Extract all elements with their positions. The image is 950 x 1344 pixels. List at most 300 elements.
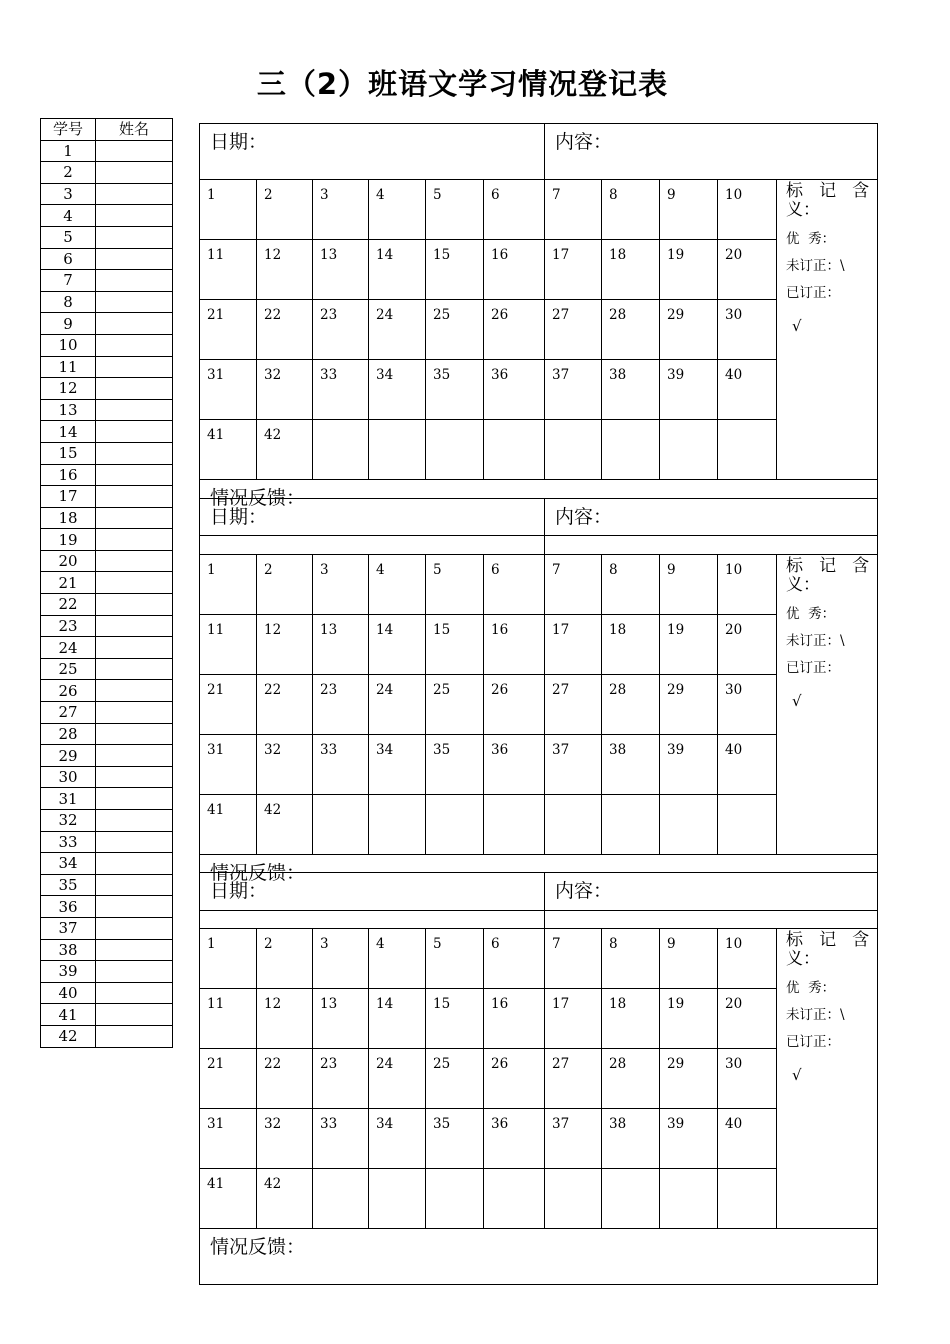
student-number: 25 <box>41 658 96 680</box>
student-mark-cell[interactable] <box>484 360 545 420</box>
student-mark-cell[interactable] <box>602 989 660 1049</box>
student-mark-cell[interactable] <box>257 240 313 300</box>
student-number-label: 21 <box>207 307 225 323</box>
student-name-cell[interactable] <box>96 226 173 248</box>
student-name-cell[interactable] <box>96 615 173 637</box>
student-mark-cell[interactable] <box>257 300 313 360</box>
student-mark-cell[interactable] <box>426 675 484 735</box>
student-mark-cell[interactable] <box>545 1109 602 1169</box>
student-mark-cell[interactable] <box>660 555 718 615</box>
student-number-label: 24 <box>376 682 394 698</box>
student-mark-cell[interactable] <box>369 240 426 300</box>
student-name-cell[interactable] <box>96 140 173 162</box>
roster-row <box>41 162 173 184</box>
empty-cell <box>660 1169 718 1229</box>
student-name-cell[interactable] <box>96 399 173 421</box>
content-field[interactable]: 内容： <box>545 499 878 555</box>
student-number-label: 20 <box>725 247 743 263</box>
student-mark-cell[interactable] <box>660 180 718 240</box>
student-mark-cell[interactable] <box>718 180 777 240</box>
student-mark-cell[interactable] <box>484 929 545 989</box>
student-name-cell[interactable] <box>96 356 173 378</box>
student-number-label: 24 <box>376 1056 394 1072</box>
student-name-cell[interactable] <box>96 421 173 443</box>
roster-row <box>41 356 173 378</box>
student-mark-cell[interactable] <box>369 555 426 615</box>
legend-title-char: 记 <box>819 556 837 576</box>
student-mark-cell[interactable] <box>484 240 545 300</box>
student-mark-cell[interactable] <box>200 180 257 240</box>
student-name-cell[interactable] <box>96 442 173 464</box>
student-name-cell[interactable] <box>96 680 173 702</box>
student-number-label: 30 <box>725 682 743 698</box>
roster-row <box>41 270 173 292</box>
student-number-label: 29 <box>667 307 685 323</box>
student-mark-cell[interactable] <box>660 1049 718 1109</box>
legend-title-char: 含 <box>852 556 870 576</box>
student-mark-cell[interactable] <box>313 615 369 675</box>
student-mark-cell[interactable] <box>426 989 484 1049</box>
roster-row <box>41 874 173 896</box>
student-mark-cell[interactable] <box>426 240 484 300</box>
student-name-cell[interactable] <box>96 658 173 680</box>
student-mark-cell[interactable] <box>602 555 660 615</box>
student-name-cell[interactable] <box>96 270 173 292</box>
student-number-label: 18 <box>609 247 627 263</box>
student-mark-cell[interactable] <box>545 300 602 360</box>
roster-row <box>41 1025 173 1047</box>
student-name-cell[interactable] <box>96 982 173 1004</box>
student-mark-cell[interactable] <box>484 1049 545 1109</box>
student-mark-cell[interactable] <box>718 675 777 735</box>
student-mark-cell[interactable] <box>426 300 484 360</box>
student-number-label: 6 <box>491 187 500 203</box>
student-mark-cell[interactable] <box>660 675 718 735</box>
student-name-cell[interactable] <box>96 723 173 745</box>
student-name-cell[interactable] <box>96 291 173 313</box>
student-mark-cell[interactable] <box>545 360 602 420</box>
student-mark-cell[interactable] <box>313 989 369 1049</box>
legend-title-char: 含 <box>852 930 870 950</box>
student-mark-cell[interactable] <box>602 1049 660 1109</box>
legend-excellent: 优 秀： <box>786 231 836 247</box>
empty-cell <box>545 420 602 480</box>
student-number-label: 12 <box>264 622 282 638</box>
student-number-label: 11 <box>207 247 225 263</box>
roster-row <box>41 572 173 594</box>
student-name-cell[interactable] <box>96 939 173 961</box>
student-number-label: 26 <box>491 307 509 323</box>
empty-cell <box>484 1169 545 1229</box>
student-name-cell[interactable] <box>96 507 173 529</box>
student-number-label: 11 <box>207 996 225 1012</box>
student-mark-cell[interactable] <box>602 615 660 675</box>
student-mark-cell[interactable] <box>660 1109 718 1169</box>
empty-cell <box>313 1169 369 1229</box>
student-mark-cell[interactable] <box>484 300 545 360</box>
student-mark-cell[interactable] <box>369 360 426 420</box>
student-number-label: 32 <box>264 742 282 758</box>
student-number: 27 <box>41 702 96 724</box>
legend-title-tail: 义： <box>786 949 821 969</box>
student-mark-cell[interactable] <box>257 615 313 675</box>
student-number-label: 9 <box>667 562 676 578</box>
roster-row <box>41 529 173 551</box>
student-mark-cell[interactable] <box>313 735 369 795</box>
student-mark-cell[interactable] <box>369 735 426 795</box>
roster-row <box>41 615 173 637</box>
student-mark-cell[interactable] <box>426 929 484 989</box>
student-mark-cell[interactable] <box>200 420 257 480</box>
student-mark-cell[interactable] <box>602 300 660 360</box>
student-mark-cell[interactable] <box>200 360 257 420</box>
student-number-label: 19 <box>667 996 685 1012</box>
student-number-label: 31 <box>207 367 225 383</box>
student-number-label: 13 <box>320 996 338 1012</box>
student-mark-cell[interactable] <box>200 615 257 675</box>
date-field[interactable]: 日期： <box>200 873 545 929</box>
student-name-cell[interactable] <box>96 378 173 400</box>
student-name-cell[interactable] <box>96 961 173 983</box>
student-mark-cell[interactable] <box>426 735 484 795</box>
feedback-field[interactable]: 情况反馈： <box>200 855 878 911</box>
roster-row <box>41 961 173 983</box>
student-mark-cell[interactable] <box>257 1109 313 1169</box>
student-mark-cell[interactable] <box>718 555 777 615</box>
student-name-cell[interactable] <box>96 637 173 659</box>
student-number-label: 11 <box>207 622 225 638</box>
student-mark-cell[interactable] <box>660 300 718 360</box>
page-title: 三（2）班语文学习情况登记表 <box>256 67 669 101</box>
student-number-label: 17 <box>552 996 570 1012</box>
student-name-cell[interactable] <box>96 917 173 939</box>
student-mark-cell[interactable] <box>313 1049 369 1109</box>
student-mark-cell[interactable] <box>602 929 660 989</box>
roster-row <box>41 334 173 356</box>
student-name-cell[interactable] <box>96 1004 173 1026</box>
roster-row <box>41 183 173 205</box>
student-name-cell[interactable] <box>96 831 173 853</box>
student-name-cell[interactable] <box>96 853 173 875</box>
student-number-label: 36 <box>491 367 509 383</box>
student-mark-cell[interactable] <box>545 1049 602 1109</box>
student-name-cell[interactable] <box>96 248 173 270</box>
legend-box <box>777 555 878 855</box>
student-number-label: 13 <box>320 622 338 638</box>
student-number-label: 26 <box>491 1056 509 1072</box>
student-mark-cell[interactable] <box>369 675 426 735</box>
student-mark-cell[interactable] <box>257 1169 313 1229</box>
student-mark-cell[interactable] <box>484 555 545 615</box>
student-name-cell[interactable] <box>96 788 173 810</box>
student-mark-cell[interactable] <box>718 300 777 360</box>
student-mark-cell[interactable] <box>257 675 313 735</box>
student-number: 6 <box>41 248 96 270</box>
student-number-label: 42 <box>264 802 282 818</box>
date-field[interactable]: 日期： <box>200 499 545 555</box>
content-field[interactable]: 内容： <box>545 873 878 929</box>
student-mark-cell[interactable] <box>484 989 545 1049</box>
legend-corrected: 已订正： <box>786 660 841 676</box>
student-name-cell[interactable] <box>96 810 173 832</box>
student-mark-cell[interactable] <box>545 989 602 1049</box>
student-mark-cell[interactable] <box>545 929 602 989</box>
student-mark-cell[interactable] <box>602 180 660 240</box>
student-number-label: 24 <box>376 307 394 323</box>
student-mark-cell[interactable] <box>426 360 484 420</box>
student-mark-cell[interactable] <box>718 1049 777 1109</box>
student-mark-cell[interactable] <box>313 1109 369 1169</box>
student-number-label: 25 <box>433 682 451 698</box>
student-number: 4 <box>41 205 96 227</box>
student-name-cell[interactable] <box>96 702 173 724</box>
student-number-label: 34 <box>376 742 394 758</box>
student-name-cell[interactable] <box>96 896 173 918</box>
student-mark-cell[interactable] <box>660 929 718 989</box>
student-mark-cell[interactable] <box>545 240 602 300</box>
legend-corrected: 已订正： <box>786 1034 841 1050</box>
student-mark-cell[interactable] <box>484 180 545 240</box>
student-mark-cell[interactable] <box>257 180 313 240</box>
student-mark-cell[interactable] <box>484 735 545 795</box>
roster-row <box>41 745 173 767</box>
student-mark-cell[interactable] <box>369 615 426 675</box>
student-mark-cell[interactable] <box>718 615 777 675</box>
feedback-field[interactable]: 情况反馈： <box>200 480 878 536</box>
student-name-cell[interactable] <box>96 766 173 788</box>
student-number-label: 22 <box>264 1056 282 1072</box>
student-number: 32 <box>41 810 96 832</box>
student-mark-cell[interactable] <box>369 989 426 1049</box>
date-field[interactable]: 日期： <box>200 124 545 180</box>
student-number-label: 10 <box>725 187 743 203</box>
student-number: 28 <box>41 723 96 745</box>
student-mark-cell[interactable] <box>718 735 777 795</box>
student-number-label: 17 <box>552 622 570 638</box>
student-mark-cell[interactable] <box>660 240 718 300</box>
roster-row <box>41 939 173 961</box>
student-number-label: 32 <box>264 367 282 383</box>
student-mark-cell[interactable] <box>200 929 257 989</box>
student-mark-cell[interactable] <box>200 1049 257 1109</box>
student-mark-cell[interactable] <box>602 675 660 735</box>
student-mark-cell[interactable] <box>200 1109 257 1169</box>
legend-title-char: 记 <box>819 930 837 950</box>
student-mark-cell[interactable] <box>313 240 369 300</box>
student-mark-cell[interactable] <box>369 1049 426 1109</box>
check-mark-icon: √ <box>792 317 802 335</box>
roster-row <box>41 637 173 659</box>
student-mark-cell[interactable] <box>545 675 602 735</box>
student-mark-cell[interactable] <box>426 555 484 615</box>
student-name-cell[interactable] <box>96 745 173 767</box>
empty-cell <box>313 420 369 480</box>
student-name-cell[interactable] <box>96 874 173 896</box>
record-section <box>199 498 878 911</box>
student-mark-cell[interactable] <box>426 1109 484 1169</box>
student-number-label: 15 <box>433 996 451 1012</box>
student-number: 19 <box>41 529 96 551</box>
student-mark-cell[interactable] <box>426 180 484 240</box>
student-mark-cell[interactable] <box>257 989 313 1049</box>
student-mark-cell[interactable] <box>369 1109 426 1169</box>
student-name-cell[interactable] <box>96 334 173 356</box>
student-mark-cell[interactable] <box>200 735 257 795</box>
roster-row <box>41 442 173 464</box>
student-mark-cell[interactable] <box>257 360 313 420</box>
student-name-cell[interactable] <box>96 550 173 572</box>
student-number-label: 7 <box>552 562 561 578</box>
student-number-label: 14 <box>376 996 394 1012</box>
student-number-label: 41 <box>207 427 225 443</box>
student-mark-cell[interactable] <box>602 1109 660 1169</box>
student-name-cell[interactable] <box>96 594 173 616</box>
student-number: 37 <box>41 917 96 939</box>
student-mark-cell[interactable] <box>660 989 718 1049</box>
student-mark-cell[interactable] <box>257 420 313 480</box>
student-mark-cell[interactable] <box>313 675 369 735</box>
student-name-cell[interactable] <box>96 486 173 508</box>
student-mark-cell[interactable] <box>200 795 257 855</box>
student-number: 31 <box>41 788 96 810</box>
student-mark-cell[interactable] <box>718 240 777 300</box>
student-name-cell[interactable] <box>96 1025 173 1047</box>
student-mark-cell[interactable] <box>545 180 602 240</box>
student-mark-cell[interactable] <box>484 1109 545 1169</box>
student-mark-cell[interactable] <box>718 989 777 1049</box>
student-number-label: 4 <box>376 562 385 578</box>
feedback-field[interactable]: 情况反馈： <box>200 1229 878 1285</box>
student-number: 10 <box>41 334 96 356</box>
student-mark-cell[interactable] <box>718 360 777 420</box>
student-mark-cell[interactable] <box>426 615 484 675</box>
student-number: 11 <box>41 356 96 378</box>
student-mark-cell[interactable] <box>257 795 313 855</box>
student-mark-cell[interactable] <box>602 360 660 420</box>
empty-cell <box>602 1169 660 1229</box>
student-mark-cell[interactable] <box>602 240 660 300</box>
student-mark-cell[interactable] <box>200 989 257 1049</box>
student-number-label: 35 <box>433 367 451 383</box>
student-mark-cell[interactable] <box>545 735 602 795</box>
student-name-cell[interactable] <box>96 464 173 486</box>
content-field[interactable]: 内容： <box>545 124 878 180</box>
student-mark-cell[interactable] <box>545 615 602 675</box>
student-number-label: 21 <box>207 682 225 698</box>
student-mark-cell[interactable] <box>718 1109 777 1169</box>
student-number-label: 23 <box>320 307 338 323</box>
student-number-label: 37 <box>552 1116 570 1132</box>
student-number: 1 <box>41 140 96 162</box>
legend-excellent: 优 秀： <box>786 980 836 996</box>
student-number-label: 42 <box>264 427 282 443</box>
empty-cell <box>660 795 718 855</box>
student-number: 33 <box>41 831 96 853</box>
student-mark-cell[interactable] <box>257 929 313 989</box>
student-name-cell[interactable] <box>96 572 173 594</box>
student-mark-cell[interactable] <box>313 929 369 989</box>
student-number: 18 <box>41 507 96 529</box>
student-number-label: 14 <box>376 247 394 263</box>
roster-row <box>41 507 173 529</box>
student-name-cell[interactable] <box>96 313 173 335</box>
student-number-label: 9 <box>667 187 676 203</box>
student-number-label: 40 <box>725 1116 743 1132</box>
student-mark-cell[interactable] <box>313 360 369 420</box>
roster-row <box>41 853 173 875</box>
student-mark-cell[interactable] <box>200 300 257 360</box>
student-number-label: 39 <box>667 1116 685 1132</box>
student-mark-cell[interactable] <box>313 555 369 615</box>
student-number-label: 6 <box>491 936 500 952</box>
student-mark-cell[interactable] <box>660 360 718 420</box>
empty-cell <box>484 420 545 480</box>
legend-title-char: 标 <box>786 181 804 201</box>
student-number-label: 37 <box>552 367 570 383</box>
student-mark-cell[interactable] <box>545 555 602 615</box>
student-mark-cell[interactable] <box>200 675 257 735</box>
student-number: 41 <box>41 1004 96 1026</box>
student-number-label: 18 <box>609 622 627 638</box>
student-name-cell[interactable] <box>96 205 173 227</box>
student-number-label: 27 <box>552 307 570 323</box>
student-number-label: 1 <box>207 562 216 578</box>
student-number-label: 8 <box>609 187 618 203</box>
student-number-label: 7 <box>552 187 561 203</box>
student-number-label: 23 <box>320 682 338 698</box>
student-mark-cell[interactable] <box>718 929 777 989</box>
empty-cell <box>602 420 660 480</box>
student-mark-cell[interactable] <box>484 675 545 735</box>
check-mark-icon: √ <box>792 1066 802 1084</box>
student-mark-cell[interactable] <box>426 1049 484 1109</box>
student-number-label: 38 <box>609 742 627 758</box>
student-number-label: 28 <box>609 682 627 698</box>
student-mark-cell[interactable] <box>200 1169 257 1229</box>
empty-cell <box>545 1169 602 1229</box>
student-mark-cell[interactable] <box>660 615 718 675</box>
student-mark-cell[interactable] <box>602 735 660 795</box>
student-mark-cell[interactable] <box>313 180 369 240</box>
student-mark-cell[interactable] <box>257 555 313 615</box>
student-number-label: 27 <box>552 1056 570 1072</box>
student-mark-cell[interactable] <box>257 1049 313 1109</box>
student-mark-cell[interactable] <box>369 929 426 989</box>
student-number: 35 <box>41 874 96 896</box>
empty-cell <box>369 420 426 480</box>
student-number: 22 <box>41 594 96 616</box>
student-name-cell[interactable] <box>96 529 173 551</box>
student-name-cell[interactable] <box>96 183 173 205</box>
student-number-label: 39 <box>667 742 685 758</box>
student-number-label: 15 <box>433 247 451 263</box>
student-mark-cell[interactable] <box>200 555 257 615</box>
student-mark-cell[interactable] <box>313 300 369 360</box>
roster-row <box>41 702 173 724</box>
student-mark-cell[interactable] <box>484 615 545 675</box>
student-mark-cell[interactable] <box>369 300 426 360</box>
student-number-label: 22 <box>264 307 282 323</box>
student-number: 23 <box>41 615 96 637</box>
roster-row <box>41 313 173 335</box>
student-mark-cell[interactable] <box>369 180 426 240</box>
student-mark-cell[interactable] <box>660 735 718 795</box>
student-mark-cell[interactable] <box>200 240 257 300</box>
student-number-label: 28 <box>609 1056 627 1072</box>
student-mark-cell[interactable] <box>257 735 313 795</box>
student-number: 15 <box>41 442 96 464</box>
student-name-cell[interactable] <box>96 162 173 184</box>
